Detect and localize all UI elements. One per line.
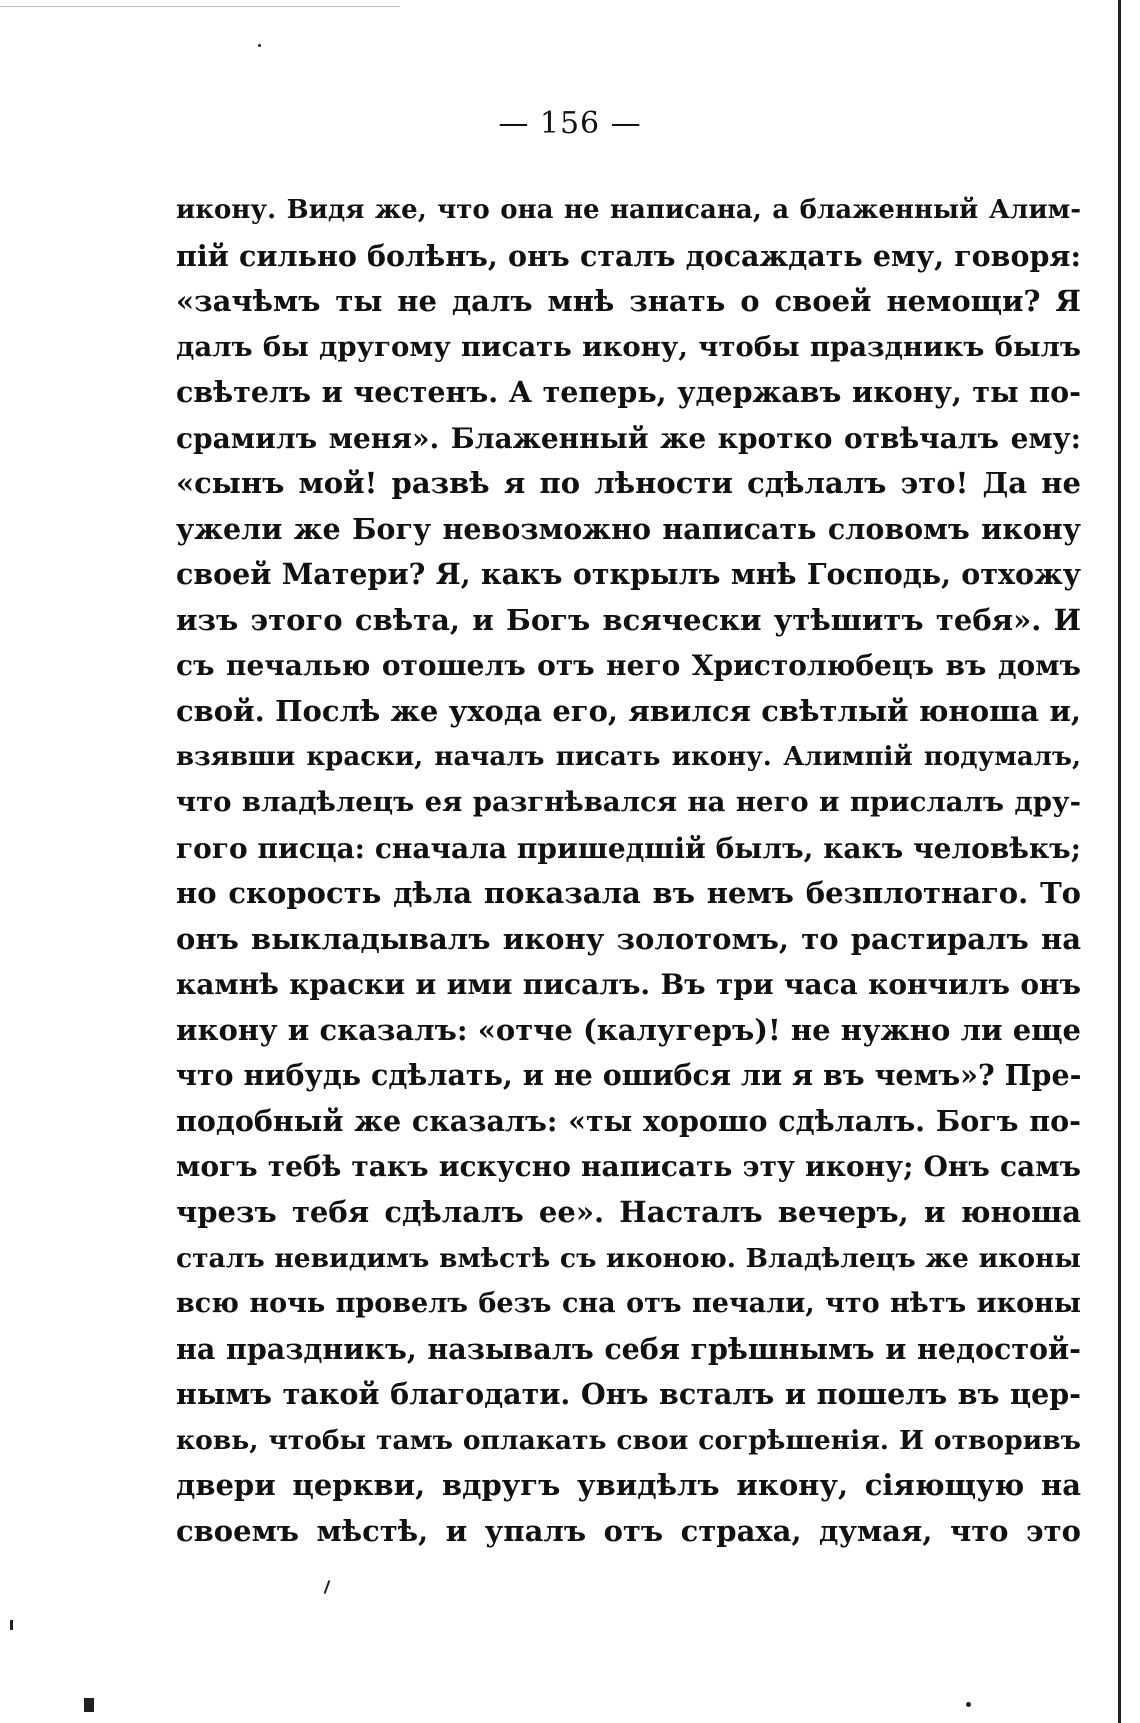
text-line: «зачѣмъ ты не далъ мнѣ знать о своей немощи? Я: [176, 284, 1081, 319]
text-line: взявши краски, началъ писать икону. Алимпій подумалъ,: [176, 741, 1081, 772]
scan-speck: [10, 1620, 13, 1630]
body-text: [176, 188, 1081, 1554]
text-line: могъ тебѣ такъ искусно написать эту икону; Онъ самъ: [176, 1150, 1081, 1184]
text-line: гого писца: сначала пришедшій былъ, какъ человѣкъ;: [176, 831, 1081, 865]
text-line: что нибудь сдѣлать, и не ошибся ли я въ чемъ»? Пре-: [176, 1058, 1081, 1093]
scan-speck: [258, 44, 261, 47]
text-line: изъ этого свѣта, и Богъ всячески утѣшитъ тебя». И: [176, 602, 1081, 637]
text-line: чрезъ тебя сдѣлалъ ее». Насталъ вечеръ, и юноша: [176, 1195, 1081, 1230]
scan-speck: [324, 1580, 331, 1594]
text-line: свой. Послѣ же ухода его, явился свѣтлый юноша и,: [176, 694, 1081, 729]
text-line: ковь, чтобы тамъ оплакать свои согрѣшенія. И отворивъ: [176, 1424, 1081, 1456]
text-line: своей Матери? Я, какъ открылъ мнѣ Господь, отхожу: [176, 557, 1081, 592]
scan-speck: [966, 1702, 971, 1707]
scan-speck: [84, 1698, 94, 1712]
text-line: подобный же сказалъ: «ты хорошо сдѣлалъ. Богъ по-: [176, 1103, 1081, 1138]
page-edge-border: [1118, 0, 1121, 1723]
text-line: что владѣлецъ ея разгнѣвался на него и прислалъ дру-: [176, 786, 1081, 819]
text-line: камнѣ краски и ими писалъ. Въ три часа кончилъ онъ: [176, 968, 1081, 1002]
text-line: ужели же Богу невозможно написать словомъ икону: [176, 511, 1081, 546]
text-line: свѣтелъ и честенъ. А теперь, удержавъ икону, ты по-: [176, 375, 1081, 410]
text-line: съ печалью отошелъ отъ него Христолюбецъ въ домъ: [176, 649, 1081, 683]
text-line: всю ночь провелъ безъ сна отъ печали, что нѣтъ иконы: [176, 1288, 1081, 1320]
text-line: но скорость дѣла показала въ немъ безплотнаго. То: [176, 876, 1081, 911]
top-edge-rule: [0, 6, 400, 7]
text-line: нымъ такой благодати. Онъ всталъ и пошелъ въ цер-: [176, 1377, 1081, 1412]
text-line: далъ бы другому писать икону, чтобы праздникъ былъ: [176, 330, 1081, 363]
text-line: своемъ мѣстѣ, и упалъ отъ страха, думая, что это: [176, 1513, 1081, 1548]
text-line: онъ выкладывалъ икону золотомъ, то растиралъ на: [176, 921, 1081, 956]
text-line: срамилъ меня». Блаженный же кротко отвѣчалъ ему:: [176, 421, 1081, 455]
page-number: — 156 —: [498, 106, 642, 141]
text-line: на праздникъ, называлъ себя грѣшнымъ и недостой-: [176, 1331, 1081, 1366]
text-line: «сынъ мой! развѣ я по лѣности сдѣлалъ это! Да не: [176, 466, 1081, 501]
text-line: икону. Видя же, что она не написана, а блаженный Алим-: [176, 195, 1081, 225]
text-line: икону и сказалъ: «отче (калугеръ)! не нужно ли еще: [176, 1012, 1081, 1047]
text-line: двери церкви, вдругъ увидѣлъ икону, сіяющую на: [176, 1468, 1081, 1503]
text-line: пій сильно болѣнъ, онъ сталъ досаждать ему, говоря:: [176, 238, 1081, 273]
text-line: сталъ невидимъ вмѣстѣ съ иконою. Владѣлецъ же иконы: [176, 1242, 1081, 1274]
